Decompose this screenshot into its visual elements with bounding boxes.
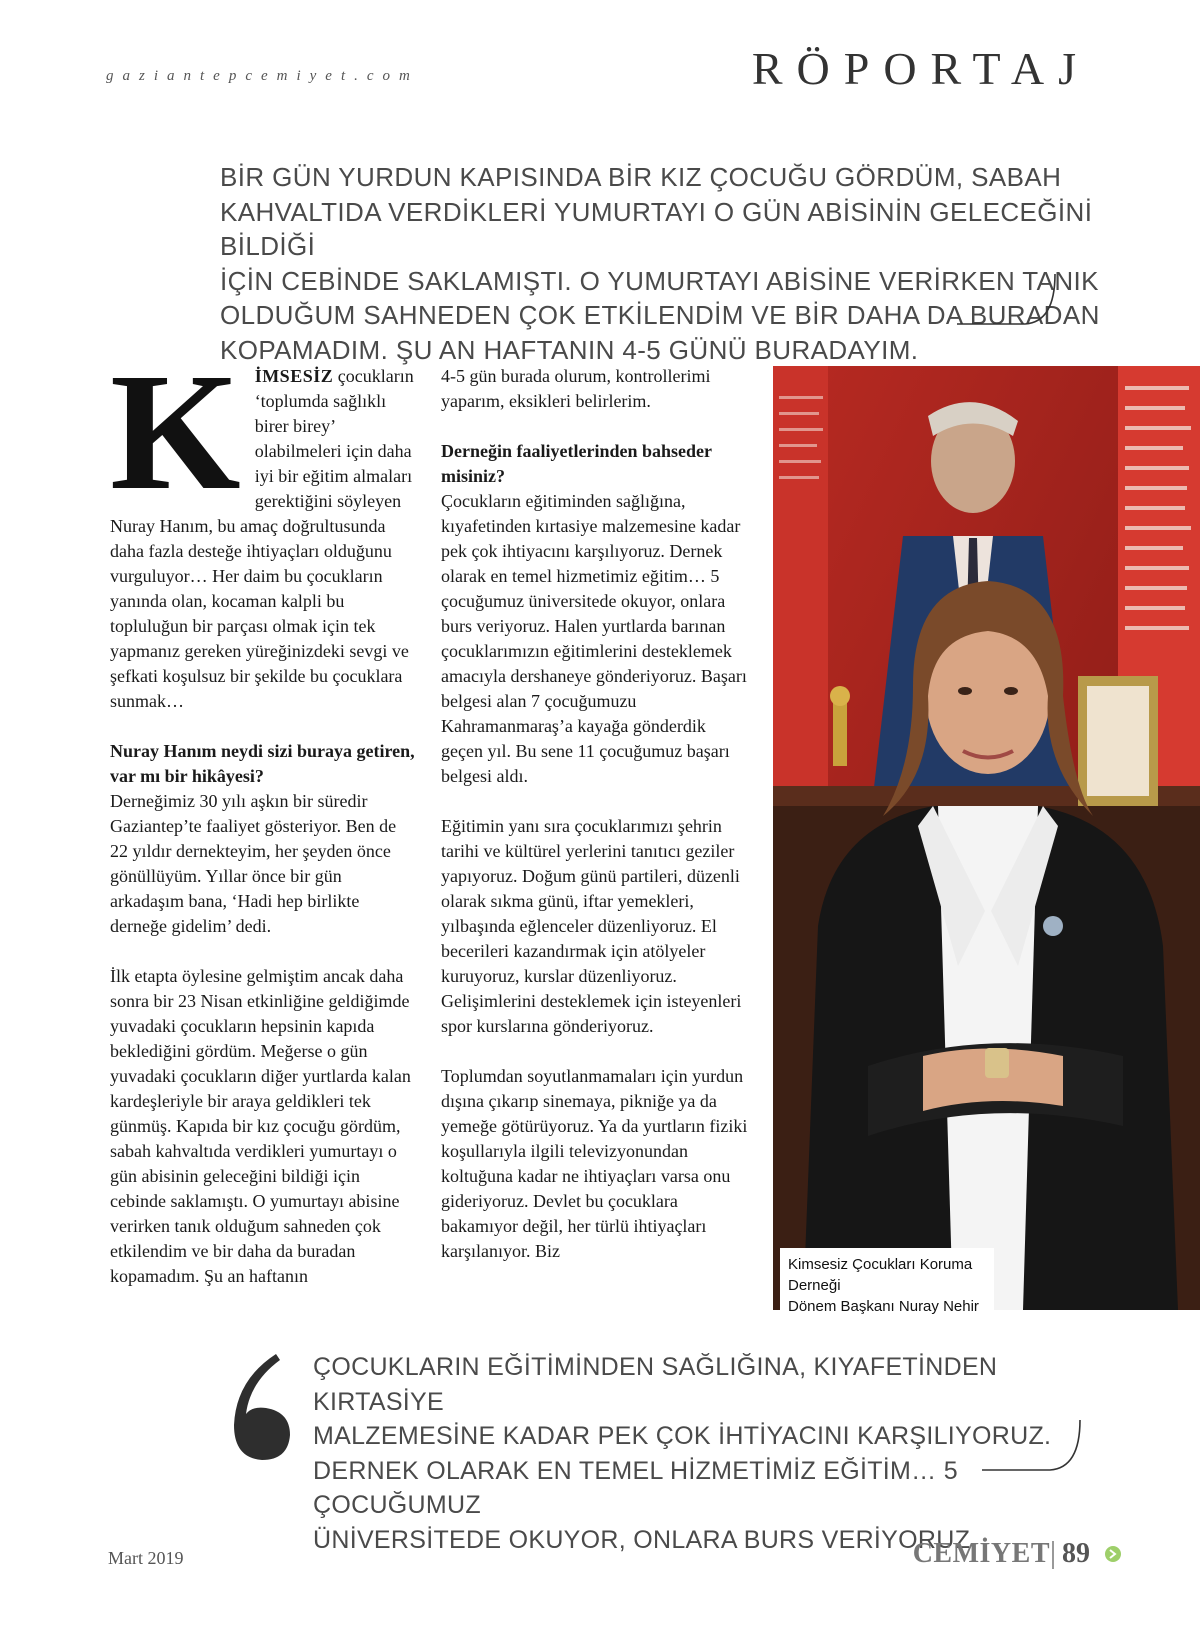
arrow-right-icon — [1104, 1545, 1122, 1563]
lead-text: çocukların ‘toplumda sağlıklı birer birey’ olabilmeleri için daha iyi bir eğitim almaları gerektiğini söyleyen Nuray Hanım, bu amaç doğrultusunda daha fazla desteğe ihtiyaçları olduğunu vurguluyor… Her daim bu çocukların yanında olan, kocaman kalpli bu topluluğun bir parçası olmak için tek yapmanız gereken yüreğinizdeki sevgi ve şefkati koşulsuz bir şekilde bu çocuklara sunmak… — [110, 366, 414, 711]
answer-paragraph: Eğitimin yanı sıra çocuklarımızı şehrin tarihi ve kültürel yerlerini tanıtıcı geziler yapıyoruz. Doğum günü partileri, düzenli olarak sıkma günü, iftar yemekleri, yılbaşında eğlenceler düzenliyoruz. El becerileri kazandırmak için atölyeler kuruyoruz, kurslar düzenliyoruz. Gelişimlerini desteklemek için isteyenleri spor kurslarına gönderiyoruz. — [441, 816, 742, 1036]
pull-quote-line: ÇOCUKLARIN EĞİTİMİNDEN SAĞLIĞINA, KIYAFETİNDEN KIRTASİYE — [313, 1353, 998, 1416]
question-heading: Derneğin faaliyetlerinden bahseder misiniz? — [441, 441, 712, 486]
answer-paragraph: Toplumdan soyutlanmamaları için yurdun dışına çıkarıp sinemaya, pikniğe ya da yemeğe götürüyoruz. Ya da yurtların fiziki koşullarıyla ilgili televizyonundan koltuğuna kadar ne ihtiyaçları varsa onu gideriyoruz. Devlet bu çocuklara bakamıyor değil, her türlü ihtiyaçları karşılanıyor. Biz — [441, 1066, 748, 1261]
answer-paragraph: Çocukların eğitiminden sağlığına, kıyafetinden kırtasiye malzemesine kadar pek çok ihtiyacını karşılıyoruz. Dernek olarak en temel hizmetimiz eğitim… 5 çocuğumuz üniversitede okuyor, onlara burs veriyoruz. Halen yurtlarda barınan çocuklarımızın eğitimlerini desteklemek amacıyla dershaneye gönderiyoruz. Başarı belgesi alan 7 çocuğumuzu Kahramanmaraş’a kayağa gönderdik geçen yıl. Bu sene 11 çocuğumuz başarı belgesi aldı. — [441, 491, 747, 786]
article-column-2 — [441, 364, 751, 1264]
pull-quote-line: KAHVALTIDA VERDİKLERİ YUMURTAYI O GÜN ABİSİNİN GELECEĞİNİ BİLDİĞİ — [220, 196, 1093, 261]
pull-quote-line: MALZEMESİNE KADAR PEK ÇOK İHTİYACINI KARŞILIYORUZ. — [313, 1422, 1052, 1450]
quote-curve-decoration — [955, 272, 1060, 327]
lead-bold: İMSESİZ — [254, 366, 334, 386]
pull-quote-line: BİR GÜN YURDUN KAPISINDA BİR KIZ ÇOCUĞU GÖRDÜM, SABAH — [220, 162, 1062, 192]
portrait-photo — [773, 366, 1200, 1310]
article-column-1 — [110, 339, 415, 1289]
dropcap: K — [110, 339, 241, 525]
pull-quote-line: İÇİN CEBİNDE SAKLAMIŞTI. O YUMURTAYI ABİSİNE VERİRKEN TANIK — [220, 265, 1099, 296]
quote-mark-icon — [228, 1350, 298, 1465]
caption-line: Dönem Başkanı Nuray Nehir — [788, 1298, 979, 1315]
pull-quote-line: OLDUĞUM SAHNEDEN ÇOK ETKİLENDİM VE BİR DAHA DA BURADAN — [220, 300, 1100, 330]
pull-quote-line: KOPAMADIM. ŞU AN HAFTANIN 4-5 GÜNÜ BURADAYIM. — [220, 334, 919, 365]
quote-curve-decoration — [980, 1418, 1085, 1473]
footer-date: Mart 2019 — [108, 1548, 184, 1568]
section-title: RÖPORTAJ — [751, 43, 1090, 94]
caption-line: Kimsesiz Çocukları Koruma Derneği — [788, 1256, 973, 1294]
pull-quote-bottom — [313, 1350, 1093, 1557]
footer-brand: CEMİYET — [912, 1538, 1050, 1569]
pull-quote-top — [220, 160, 1100, 367]
page-number: 89 — [1062, 1538, 1090, 1569]
answer-paragraph: Derneğimiz 30 yılı aşkın bir süredir Gaziantep’te faaliyet gösteriyor. Ben de 22 yıldır dernekteyim, her şeyden önce gönüllüyüm. Yıllar önce bir gün arkadaşım bana, ‘Hadi hep birlikte derneğe gidelim’ dedi. — [110, 791, 397, 936]
photo-caption — [780, 1248, 994, 1323]
site-url: gaziantepcemiyet.com — [106, 68, 419, 84]
portrait-illustration — [773, 366, 1200, 1310]
question-heading: Nuray Hanım neydi sizi buraya getiren, var mı bir hikâyesi? — [110, 741, 415, 786]
pull-quote-line: ÜNİVERSİTEDE OKUYOR, ONLARA BURS VERİYORUZ. — [313, 1525, 978, 1554]
answer-paragraph: İlk etapta öylesine gelmiştim ancak daha sonra bir 23 Nisan etkinliğine geldiğimde yuvadaki çocukların hepsinin kapıda beklediğini gördüm. Meğerse o gün yuvadaki çocukların diğer yurtlarda kalan kardeşleriyle bir araya geldikleri tek günmüş. Kapıda bir kız çocuğu gördüm, sabah kahvaltıda verdikleri yumurtayı o gün abisinin geleceğini bildiği için cebinde saklamıştı. O yumurtayı abisine verirken tanık olduğum sahneden çok etkilendim ve bir daha da buradan kopamadım. Şu an haftanın — [110, 966, 411, 1286]
footer-divider — [1052, 1541, 1054, 1569]
answer-paragraph: 4-5 gün burada olurum, kontrollerimi yaparım, eksikleri belirlerim. — [441, 366, 711, 411]
pull-quote-line: DERNEK OLARAK EN TEMEL HİZMETİMİZ EĞİTİM… 5 ÇOCUĞUMUZ — [313, 1456, 958, 1519]
